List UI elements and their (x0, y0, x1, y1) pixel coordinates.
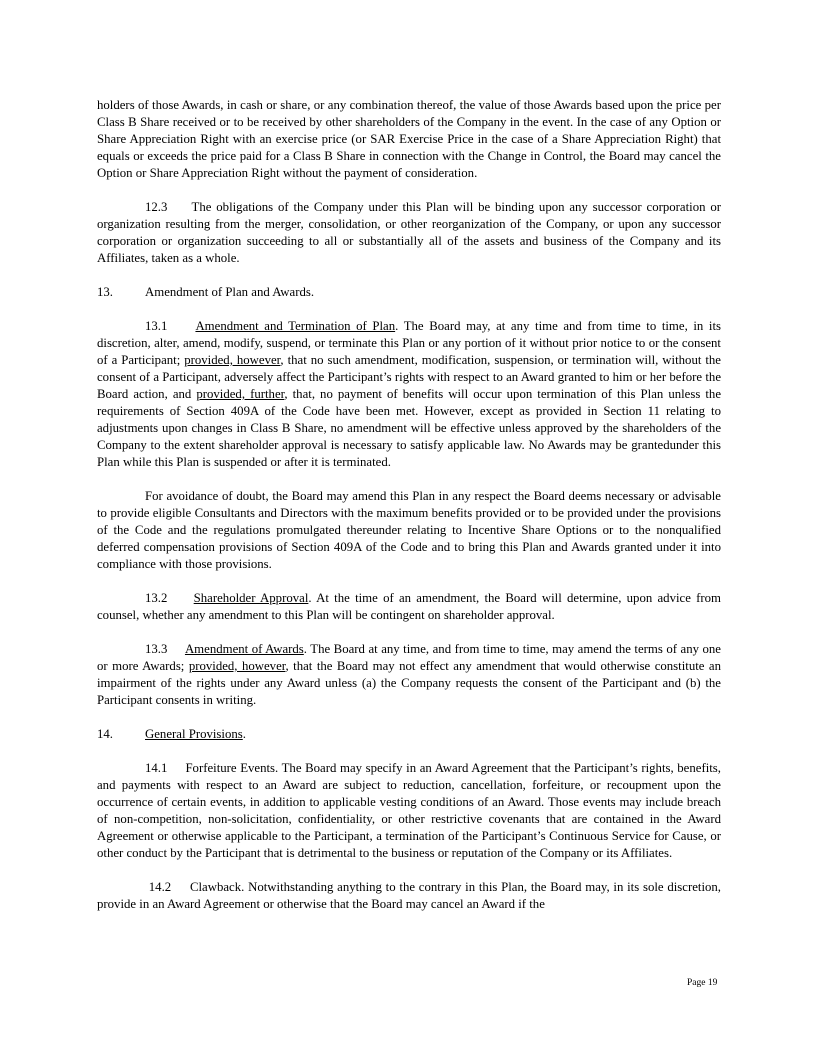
avoidance-paragraph: For avoidance of doubt, the Board may amend this Plan in any respect the Board deems necessary or advisable to provide eligible Consultants and Directors with the maximum benefits provided or to be provided under the provisions of the Code and the regulations promulgated thereunder relating to Incentive Share Options or to the nonqualified deferred compensation provisions of Section 409A of the Code and to bring this Plan and Awards granted under it into compliance with those provisions. (97, 489, 721, 571)
section-text: . At the time of an amendment, the Board will determine, upon advice from counsel, whether any amendment to this Plan will be contingent on shareholder approval. (97, 591, 722, 622)
carryover-paragraph: holders of those Awards, in cash or share, or any combination thereof, the value of those Awards based upon the price per Class B Share received or to be received by other shareholders of the Company in the event. In the case of any Option or Share Appreciation Right with an exercise price (or SAR Exercise Price in the case of a Share Appreciation Right) that equals or exceeds the price paid for a Class B Share in connection with the Change in Control, the Board may cancel the Option or Share Appreciation Right without the payment of consideration. (97, 98, 721, 180)
section-title: Amendment and Termination of Plan (195, 319, 396, 333)
section-14-2-paragraph (97, 879, 721, 913)
proviso-further: provided, further (196, 387, 285, 401)
section-text: , that the Board may not effect any amendment that would otherwise constitute an impairment of the rights under any Award unless (a) the Company requests the consent of the Participant and (b) the Participant consents in writing. (97, 659, 721, 707)
section-number: 13.3 (145, 642, 168, 656)
section-number: 14. (97, 727, 113, 741)
section-title: Amendment of Awards (184, 642, 304, 656)
section-14-heading (97, 726, 721, 743)
proviso-however: provided, however (184, 353, 281, 367)
section-13-3-paragraph (97, 641, 721, 709)
section-number: 14.2 (148, 880, 172, 894)
section-14-1-paragraph (97, 760, 721, 862)
section-title: Amendment of Plan and Awards. (145, 285, 315, 299)
section-text: , that, no payment of benefits will occur upon termination of this Plan unless the requirements of Section 409A of the Code have been met. However, except as provided in Section 11 relating to adjustments upon changes in Class B Share, no amendment will be effective unless approved by the shareholders of the Company to the extent shareholder approval is necessary to satisfy applicable law. No Awards may be grantedunder this Plan while this Plan is suspended or after it is terminated. (97, 387, 721, 469)
section-13-1-paragraph (97, 318, 721, 471)
section-title: Shareholder Approval (193, 591, 309, 605)
section-text: , that no such amendment, modification, suspension, or termination will, without the consent of a Participant, adversely affect the Participant’s rights with respect to an Award granted to him or her before the Board action, and (97, 353, 721, 401)
heading-suffix: . (242, 727, 246, 741)
section-number: 13. (97, 285, 113, 299)
section-12-3-paragraph (97, 199, 721, 267)
section-text: Forfeiture Events. The Board may specify in an Award Agreement that the Participant’s rights, benefits, and payments with respect to an Award are subject to reduction, cancellation, forfeiture, or recoupment upon the occurrence of certain events, in addition to applicable vesting conditions of an Award. Those events may include breach of non-competition, non-solicitation, confidentiality, or other restrictive covenants that are contained in the Award Agreement or otherwise applicable to the Participant, a termination of the Participant’s Continuous Service for Cause, or other conduct by the Participant that is detrimental to the business or reputation of the Company or its Affiliates. (97, 761, 721, 860)
section-text: . The Board may, at any time and from time to time, in its discretion, alter, amend, modify, suspend, or terminate this Plan or any portion of it without prior notice to or the consent of a Participant; (97, 319, 722, 367)
section-text: The obligations of the Company under this Plan will be binding upon any successor corporation or organization resulting from the merger, consolidation, or other reorganization of the Company, or upon any successor corporation or organization succeeding to all or substantially all of the assets and business of the Company and its Affiliates, taken as a whole. (97, 200, 721, 265)
section-13-2-paragraph (97, 590, 721, 624)
section-text: Clawback. Notwithstanding anything to the contrary in this Plan, the Board may, in its sole discretion, provide in an Award Agreement or otherwise that the Board may cancel an Award if the (97, 880, 721, 911)
section-13-heading (97, 284, 721, 301)
section-number: 13.2 (145, 591, 168, 605)
proviso-however: provided, however (188, 659, 286, 673)
section-number: 14.1 (145, 761, 168, 775)
section-text: . The Board at any time, and from time to time, may amend the terms of any one or more Awards; (97, 642, 721, 673)
section-title: General Provisions (145, 727, 243, 741)
section-number: 13.1 (145, 319, 168, 333)
page-number: Page 19 (687, 978, 718, 988)
document-body (97, 97, 721, 930)
section-number: 12.3 (145, 200, 168, 214)
